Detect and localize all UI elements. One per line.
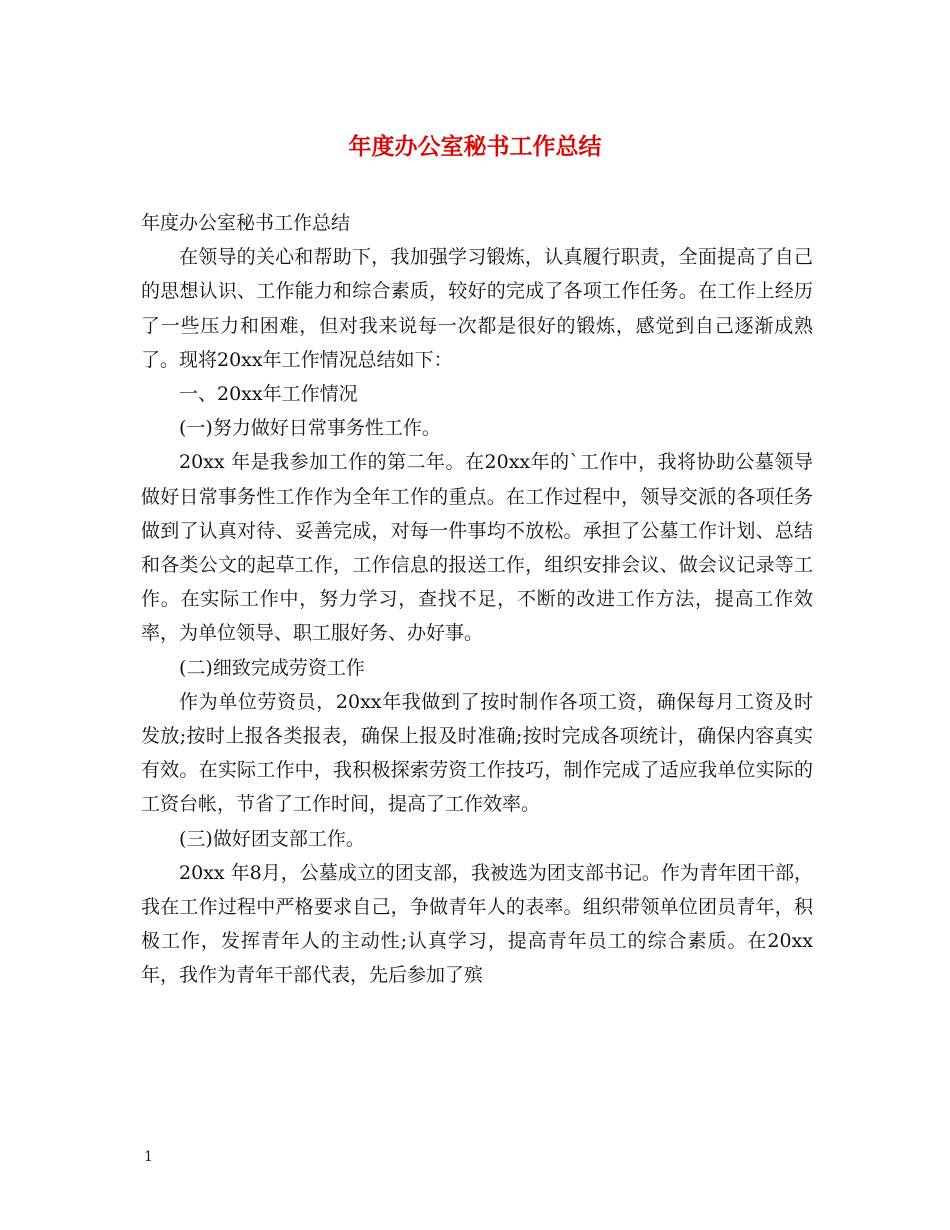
body-heading: 年度办公室秘书工作总结 (141, 212, 351, 234)
page-number: 1 (144, 1149, 153, 1165)
body-paragraph: 20xx 年8月，公墓成立的团支部，我被选为团支部书记。作为青年团干部，我在工作过程中严格要求自己，争做青年人的表率。组织带领单位团员青年，积极工作，发挥青年人的主动性;认真学习，提高青年员工的综合素质。在20xx年，我作为青年干部代表，先后参加了殡 (141, 861, 813, 987)
subsection-heading: (一)努力做好日常事务性工作。 (179, 417, 441, 440)
intro-paragraph: 在领导的关心和帮助下，我加强学习锻炼，认真履行职责，全面提高了自己的思想认识、工作能力和综合素质，较好的完成了各项工作任务。在工作上经历了一些压力和困难，但对我来说每一次都是很好的锻炼，感觉到自己逐渐成熟了。现将20xx年工作情况总结如下： (141, 246, 813, 371)
document-body (141, 206, 813, 993)
subsection-heading: (三)做好团支部工作。 (179, 827, 365, 850)
body-paragraph: 作为单位劳资员，20xx年我做到了按时制作各项工资，确保每月工资及时发放;按时上报各类报表，确保上报及时准确;按时完成各项统计，确保内容真实有效。在实际工作中，我积极探索劳资工作技巧，制作完成了适应我单位实际的工资台帐，节省了工作时间，提高了工作效率。 (141, 690, 813, 816)
subsection-heading: (二)细致完成劳资工作 (179, 656, 365, 679)
body-paragraph: 20xx 年是我参加工作的第二年。在20xx年的`工作中，我将协助公墓领导做好日常事务性工作作为全年工作的重点。在工作过程中，领导交派的各项任务做到了认真对待、妥善完成，对每一件事均不放松。承担了公墓工作计划、总结和各类公文的起草工作，工作信息的报送工作，组织安排会议、做会议记录等工作。在实际工作中，努力学习，查找不足，不断的改进工作方法，提高工作效率，为单位领导、职工服好务、办好事。 (141, 451, 813, 645)
document-title: 年度办公室秘书工作总结 (348, 134, 602, 160)
section-heading: 一、20xx年工作情况 (179, 383, 358, 406)
